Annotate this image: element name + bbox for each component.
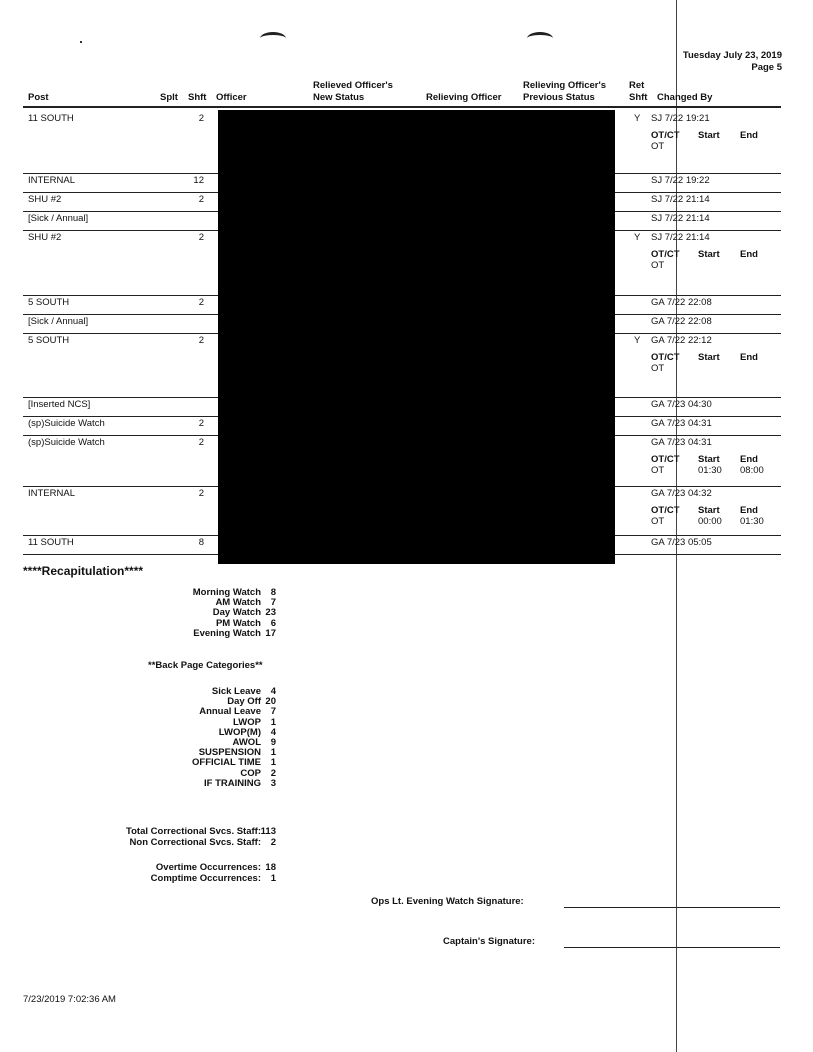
col-relieving-prev-2: Previous Status (523, 92, 595, 103)
row-post: 5 SOUTH (28, 297, 70, 308)
recap-watch-value: 23 (265, 607, 276, 619)
row-post: [Sick / Annual] (28, 213, 89, 224)
scan-fold-line (676, 0, 677, 1052)
row-changed-by: GA 7/23 04:31 (651, 418, 712, 429)
recap-watch-label: AM Watch (215, 597, 261, 609)
col-changed-by: Changed By (657, 92, 713, 103)
ot-start: 01:30 (698, 465, 722, 476)
ot-header-type: OT/CT (651, 454, 680, 465)
row-changed-by: GA 7/23 04:31 (651, 437, 712, 448)
recap-category-label: AWOL (232, 737, 261, 748)
col-post: Post (28, 92, 49, 103)
ops-lt-signature-label: Ops Lt. Evening Watch Signature: (371, 896, 524, 907)
recap-category-value: 1 (270, 757, 276, 769)
ot-end: 01:30 (740, 516, 764, 527)
row-changed-by: SJ 7/22 21:14 (651, 232, 710, 243)
row-ret: Y (634, 335, 641, 346)
row-shft: 2 (198, 335, 204, 346)
recap-watch-value: 8 (270, 587, 276, 598)
row-post: INTERNAL (28, 488, 75, 499)
col-relieved-status-2: New Status (313, 92, 365, 103)
recap-watch-label: Day Watch (212, 607, 261, 619)
ops-lt-signature-line (564, 907, 780, 908)
ot-type: OT (651, 516, 665, 527)
recap-watch-label: PM Watch (215, 617, 261, 629)
col-ret-2: Shft (629, 92, 648, 103)
recap-title: ****Recapitulation**** (23, 564, 144, 578)
recap-watch-label: Evening Watch (193, 627, 261, 639)
punch-hole-right (527, 32, 553, 45)
row-shft: 2 (198, 194, 204, 205)
recap-category-label: OFFICIAL TIME (192, 757, 261, 769)
row-changed-by: SJ 7/22 21:14 (651, 194, 710, 205)
row-changed-by: GA 7/23 04:32 (651, 488, 712, 499)
row-shft: 2 (198, 232, 204, 243)
punch-hole-left (260, 32, 286, 45)
captain-signature-label: Captain's Signature: (443, 936, 535, 947)
recap-category-label: COP (240, 767, 261, 779)
ot-header-end: End (740, 352, 758, 363)
recap-occurrence-value: 18 (265, 862, 276, 873)
ot-header-start: Start (698, 505, 720, 516)
row-post: (sp)Suicide Watch (28, 437, 105, 448)
row-ret: Y (634, 113, 641, 124)
row-changed-by: SJ 7/22 19:22 (651, 175, 710, 186)
row-post: 11 SOUTH (28, 113, 74, 124)
recap-category-value: 3 (270, 777, 276, 789)
ot-type: OT (651, 465, 665, 476)
col-relieved-status-1: Relieved Officer's (313, 80, 393, 91)
page-number: Page 5 (751, 62, 782, 73)
ot-type: OT (651, 141, 665, 152)
ot-header-start: Start (698, 249, 720, 260)
col-ret-1: Ret (629, 80, 645, 91)
scan-speck (80, 41, 82, 43)
row-ret: Y (634, 232, 641, 243)
recap-occurrence-label: Comptime Occurrences: (150, 873, 261, 884)
recap-total-value: 113 (260, 826, 276, 837)
row-changed-by: SJ 7/22 21:14 (651, 213, 710, 224)
recap-category-label: Annual Leave (199, 706, 261, 718)
row-post: 5 SOUTH (28, 335, 70, 346)
report-date: Tuesday July 23, 2019 (682, 50, 782, 61)
recap-watch-value: 7 (270, 597, 276, 609)
recap-total-label: Total Correctional Svcs. Staff: (126, 826, 261, 837)
ot-header-start: Start (698, 130, 720, 141)
row-shft: 2 (198, 437, 204, 448)
recap-category-label: LWOP (233, 716, 261, 728)
recap-watch-value: 17 (265, 627, 276, 639)
recap-category-value: 4 (270, 726, 276, 738)
row-post: SHU #2 (28, 194, 62, 205)
row-changed-by: GA 7/22 22:08 (651, 297, 712, 308)
ot-type: OT (651, 363, 665, 374)
ot-end: 08:00 (740, 465, 764, 476)
back-page-categories-title: **Back Page Categories** (148, 660, 263, 671)
row-post: SHU #2 (28, 232, 62, 243)
recap-category-label: IF TRAINING (204, 777, 261, 789)
ot-header-end: End (740, 505, 758, 516)
recap-total-value: 2 (270, 837, 276, 848)
row-post: [Sick / Annual] (28, 316, 89, 327)
recap-category-value: 2 (270, 767, 276, 779)
ot-start: 00:00 (698, 516, 722, 527)
row-changed-by: SJ 7/22 19:21 (651, 113, 710, 124)
ot-header-end: End (740, 130, 758, 141)
footer-timestamp: 7/23/2019 7:02:36 AM (23, 994, 116, 1005)
ot-header-end: End (740, 454, 758, 465)
recap-occurrence-value: 1 (270, 873, 276, 884)
row-changed-by: GA 7/22 22:08 (651, 316, 712, 327)
recap-category-label: LWOP(M) (218, 726, 261, 738)
recap-watch-value: 6 (270, 617, 276, 629)
ot-type: OT (651, 260, 665, 271)
recap-category-value: 7 (270, 706, 276, 718)
row-changed-by: GA 7/23 04:30 (651, 399, 712, 410)
row-post: [Inserted NCS] (28, 399, 91, 410)
row-shft: 2 (198, 297, 204, 308)
recap-category-value: 1 (270, 747, 276, 759)
recap-category-label: Day Off (227, 696, 261, 708)
row-shft: 2 (198, 488, 204, 499)
recap-category-value: 4 (270, 686, 276, 697)
header-rule (23, 106, 781, 108)
col-relieving-officer: Relieving Officer (426, 92, 502, 103)
recap-total-label: Non Correctional Svcs. Staff: (129, 837, 261, 848)
recap-occurrence-label: Overtime Occurrences: (155, 862, 261, 873)
row-shft: 2 (198, 113, 204, 124)
col-shft: Shft (188, 92, 207, 103)
ot-header-type: OT/CT (651, 130, 680, 141)
row-post: (sp)Suicide Watch (28, 418, 105, 429)
col-splt: Splt (160, 92, 178, 103)
ot-header-type: OT/CT (651, 505, 680, 516)
ot-header-end: End (740, 249, 758, 260)
ot-header-type: OT/CT (651, 352, 680, 363)
row-post: 11 SOUTH (28, 537, 74, 548)
row-changed-by: GA 7/23 05:05 (651, 537, 712, 548)
recap-category-value: 20 (265, 696, 276, 708)
captain-signature-line (564, 947, 780, 948)
col-officer: Officer (216, 92, 247, 103)
row-shft: 2 (198, 418, 204, 429)
recap-watch-label: Morning Watch (192, 587, 261, 598)
col-relieving-prev-1: Relieving Officer's (523, 80, 607, 91)
ot-header-type: OT/CT (651, 249, 680, 260)
row-changed-by: GA 7/22 22:12 (651, 335, 712, 346)
row-shft: 12 (193, 175, 204, 186)
ot-header-start: Start (698, 454, 720, 465)
recap-category-value: 1 (270, 716, 276, 728)
row-post: INTERNAL (28, 175, 75, 186)
recap-category-label: SUSPENSION (198, 747, 261, 759)
redaction-block (218, 110, 615, 564)
row-shft: 8 (198, 537, 204, 548)
ot-header-start: Start (698, 352, 720, 363)
recap-category-label: Sick Leave (211, 686, 261, 697)
recap-category-value: 9 (270, 737, 276, 748)
